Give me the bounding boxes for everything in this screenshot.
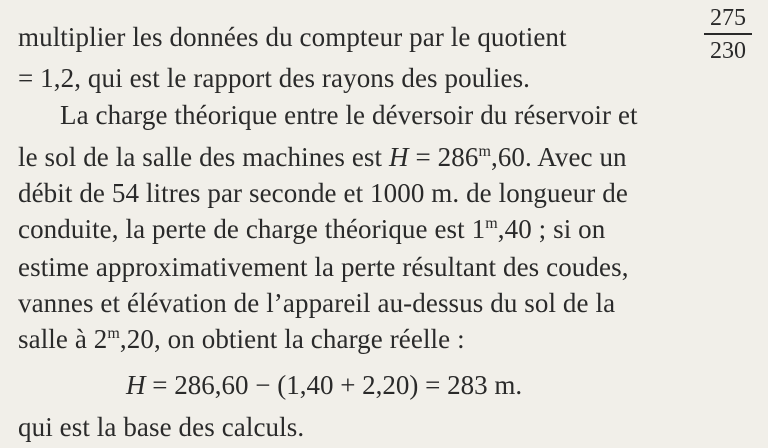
paragraph2-line2-suffix: ,60. Avec un: [490, 142, 627, 172]
text-line-3: [60, 98, 638, 132]
paragraph2-line6: vannes et élévation de l’appareil au-dessus du sol de la: [18, 288, 616, 318]
text-line-4: [18, 140, 627, 174]
paragraph1-line2: = 1,2, qui est le rapport des rayons des poulies.: [18, 63, 531, 93]
text-line-6: [18, 212, 605, 246]
equation-variable-h: H: [126, 370, 146, 400]
text-line-11: [18, 410, 304, 444]
superscript-m: m: [107, 325, 120, 342]
paragraph2-line2-prefix: le sol de la salle des machines est: [18, 142, 389, 172]
fraction-275-230: [704, 6, 752, 63]
paragraph2-line4-suffix: ,40 ; si on: [497, 214, 606, 244]
paragraph1-line1: multiplier les données du compteur par le quotient: [18, 22, 567, 52]
text-line-7: [18, 250, 629, 284]
paragraph2-line3: débit de 54 litres par seconde et 1000 m. de longueur de: [18, 178, 628, 208]
paragraph2-line7-prefix: salle à 2: [18, 324, 108, 354]
text-line-9: [18, 322, 465, 356]
text-line-8: [18, 286, 615, 320]
paragraph3-line1: qui est la base des calculs.: [18, 412, 305, 442]
variable-h: H: [389, 142, 409, 172]
paragraph2-line2-eq: = 286: [408, 142, 479, 172]
equation-line: [126, 368, 522, 402]
fraction-numerator: 275: [710, 5, 746, 31]
superscript-m: m: [485, 215, 498, 232]
paragraph2-line5: estime approximativement la perte résultant des coudes,: [18, 252, 629, 282]
paragraph2-line4-prefix: conduite, la perte de charge théorique est 1: [18, 214, 486, 244]
text-line-2: [18, 61, 530, 95]
paragraph2-line7-suffix: ,20, on obtient la charge réelle :: [119, 324, 465, 354]
text-line-1: [18, 20, 567, 54]
fraction-denominator: 230: [710, 38, 746, 64]
superscript-m: m: [478, 143, 491, 160]
text-line-5: [18, 176, 628, 210]
equation-rest: = 286,60 − (1,40 + 2,20) = 283 m.: [145, 370, 523, 400]
paragraph2-line1: La charge théorique entre le déversoir du réservoir et: [60, 100, 638, 130]
fraction-bar: [704, 33, 752, 35]
